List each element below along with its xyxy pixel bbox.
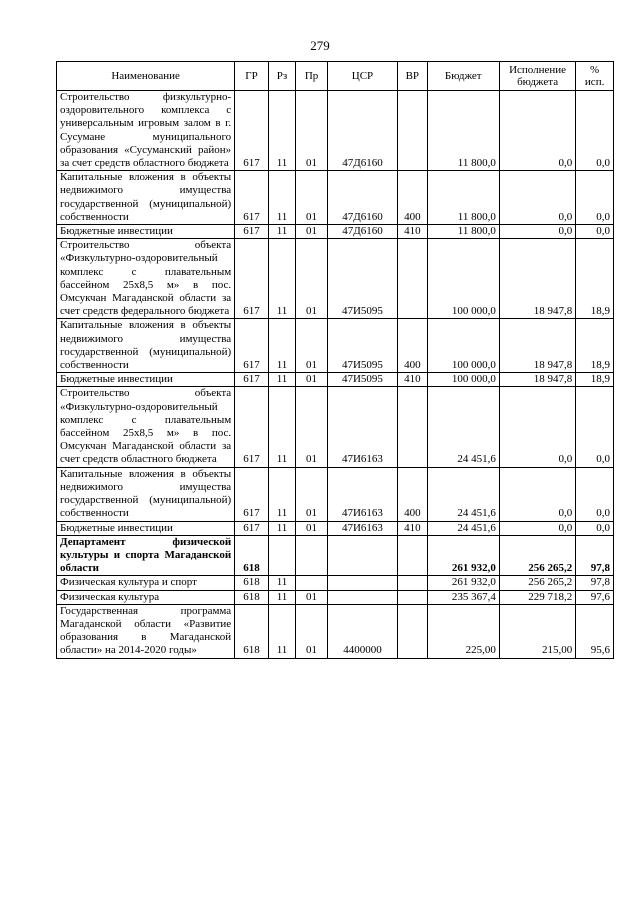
cell-name: Физическая культура (57, 590, 235, 604)
table-row (57, 576, 614, 590)
cell-rz: 11 (268, 225, 295, 239)
cell-vr: 410 (398, 521, 428, 535)
cell-percent: 18,9 (576, 319, 614, 373)
cell-vr (398, 576, 428, 590)
cell-execution: 256 265,2 (499, 576, 575, 590)
cell-gr: 617 (235, 373, 269, 387)
cell-execution: 0,0 (499, 467, 575, 521)
cell-execution: 0,0 (499, 225, 575, 239)
cell-gr: 617 (235, 467, 269, 521)
header-percent: % исп. (576, 62, 614, 91)
cell-vr (398, 535, 428, 576)
cell-budget: 24 451,6 (427, 521, 499, 535)
cell-vr (398, 590, 428, 604)
cell-csr: 47Д6160 (327, 171, 397, 225)
cell-gr: 618 (235, 604, 269, 658)
cell-pr: 01 (296, 319, 328, 373)
cell-name: Строительство физкультурно-оздоровительного комплекса с универсальным игровым залом в г. Сусумане муниципального образования «Сусуманский район» за счет средств областного бюджета (57, 91, 235, 171)
cell-percent: 97,8 (576, 535, 614, 576)
table-row (57, 387, 614, 467)
cell-vr (398, 604, 428, 658)
cell-pr: 01 (296, 91, 328, 171)
table-row (57, 604, 614, 658)
cell-percent: 97,6 (576, 590, 614, 604)
cell-csr: 47И5095 (327, 319, 397, 373)
cell-percent: 18,9 (576, 239, 614, 319)
cell-rz: 11 (268, 239, 295, 319)
cell-execution: 229 718,2 (499, 590, 575, 604)
header-csr: ЦСР (327, 62, 397, 91)
cell-vr: 400 (398, 319, 428, 373)
cell-name: Капитальные вложения в объекты недвижимого имущества государственной (муниципальной) собственности (57, 171, 235, 225)
cell-budget: 100 000,0 (427, 239, 499, 319)
table-row (57, 590, 614, 604)
cell-name: Капитальные вложения в объекты недвижимого имущества государственной (муниципальной) собственности (57, 319, 235, 373)
table-row (57, 521, 614, 535)
cell-csr: 47И6163 (327, 521, 397, 535)
cell-vr: 400 (398, 171, 428, 225)
cell-gr: 618 (235, 535, 269, 576)
cell-execution: 0,0 (499, 387, 575, 467)
cell-rz: 11 (268, 387, 295, 467)
cell-budget: 235 367,4 (427, 590, 499, 604)
cell-gr: 617 (235, 171, 269, 225)
cell-gr: 617 (235, 91, 269, 171)
table-row (57, 91, 614, 171)
cell-csr (327, 576, 397, 590)
header-rz: Рз (268, 62, 295, 91)
cell-percent: 18,9 (576, 373, 614, 387)
cell-vr (398, 387, 428, 467)
cell-gr: 617 (235, 387, 269, 467)
cell-budget: 261 932,0 (427, 535, 499, 576)
cell-name: Государственная программа Магаданской области «Развитие образования в Магаданской области» на 2014-2020 годы» (57, 604, 235, 658)
cell-budget: 11 800,0 (427, 225, 499, 239)
cell-execution: 0,0 (499, 91, 575, 171)
cell-csr: 47И5095 (327, 373, 397, 387)
cell-execution: 18 947,8 (499, 239, 575, 319)
cell-rz: 11 (268, 576, 295, 590)
cell-percent: 0,0 (576, 467, 614, 521)
cell-gr: 617 (235, 225, 269, 239)
cell-execution: 18 947,8 (499, 373, 575, 387)
cell-vr: 410 (398, 373, 428, 387)
cell-percent: 0,0 (576, 521, 614, 535)
cell-csr: 4400000 (327, 604, 397, 658)
table-row (57, 467, 614, 521)
cell-budget: 24 451,6 (427, 467, 499, 521)
cell-vr: 410 (398, 225, 428, 239)
cell-rz: 11 (268, 604, 295, 658)
cell-vr (398, 239, 428, 319)
cell-vr: 400 (398, 467, 428, 521)
cell-csr: 47И5095 (327, 239, 397, 319)
cell-rz: 11 (268, 91, 295, 171)
cell-csr (327, 590, 397, 604)
cell-pr: 01 (296, 521, 328, 535)
table-body (57, 91, 614, 659)
cell-pr: 01 (296, 590, 328, 604)
cell-execution: 18 947,8 (499, 319, 575, 373)
cell-budget: 11 800,0 (427, 171, 499, 225)
cell-csr: 47Д6160 (327, 225, 397, 239)
cell-pr (296, 576, 328, 590)
cell-budget: 24 451,6 (427, 387, 499, 467)
header-gr: ГР (235, 62, 269, 91)
cell-execution: 0,0 (499, 171, 575, 225)
table-row (57, 535, 614, 576)
cell-percent: 97,8 (576, 576, 614, 590)
cell-name: Бюджетные инвестиции (57, 225, 235, 239)
cell-gr: 618 (235, 590, 269, 604)
cell-csr: 47И6163 (327, 387, 397, 467)
cell-percent: 95,6 (576, 604, 614, 658)
cell-percent: 0,0 (576, 91, 614, 171)
table-row (57, 171, 614, 225)
cell-pr (296, 535, 328, 576)
cell-pr: 01 (296, 467, 328, 521)
header-pr: Пр (296, 62, 328, 91)
cell-pr: 01 (296, 387, 328, 467)
cell-percent: 0,0 (576, 225, 614, 239)
header-name: Наименование (57, 62, 235, 91)
table-row (57, 239, 614, 319)
cell-budget: 11 800,0 (427, 91, 499, 171)
cell-rz: 11 (268, 373, 295, 387)
cell-name: Бюджетные инвестиции (57, 373, 235, 387)
page-number: 279 (310, 38, 330, 53)
cell-gr: 617 (235, 239, 269, 319)
cell-gr: 617 (235, 319, 269, 373)
cell-budget: 100 000,0 (427, 373, 499, 387)
header-budget: Бюджет (427, 62, 499, 91)
cell-execution: 256 265,2 (499, 535, 575, 576)
table-row (57, 319, 614, 373)
table-header-row (57, 62, 614, 91)
cell-rz (268, 535, 295, 576)
cell-budget: 100 000,0 (427, 319, 499, 373)
cell-rz: 11 (268, 590, 295, 604)
cell-pr: 01 (296, 373, 328, 387)
cell-name: Бюджетные инвестиции (57, 521, 235, 535)
cell-percent: 0,0 (576, 171, 614, 225)
cell-name: Строительство объекта «Физкультурно-оздоровительный комплекс с плавательным бассейном 25х8,5 м» в пос. Омсукчан Магаданской области за счет средств областного бюджета (57, 387, 235, 467)
cell-gr: 617 (235, 521, 269, 535)
cell-csr: 47И6163 (327, 467, 397, 521)
cell-gr: 618 (235, 576, 269, 590)
table-row (57, 225, 614, 239)
cell-rz: 11 (268, 521, 295, 535)
header-execution: Исполнение бюджета (499, 62, 575, 91)
budget-table (56, 61, 614, 659)
cell-budget: 225,00 (427, 604, 499, 658)
cell-rz: 11 (268, 319, 295, 373)
cell-vr (398, 91, 428, 171)
cell-execution: 215,00 (499, 604, 575, 658)
cell-name: Физическая культура и спорт (57, 576, 235, 590)
cell-pr: 01 (296, 604, 328, 658)
header-vr: ВР (398, 62, 428, 91)
cell-rz: 11 (268, 171, 295, 225)
cell-pr: 01 (296, 171, 328, 225)
cell-execution: 0,0 (499, 521, 575, 535)
cell-csr: 47Д6160 (327, 91, 397, 171)
cell-rz: 11 (268, 467, 295, 521)
table-row (57, 373, 614, 387)
cell-pr: 01 (296, 225, 328, 239)
cell-budget: 261 932,0 (427, 576, 499, 590)
cell-csr (327, 535, 397, 576)
cell-percent: 0,0 (576, 387, 614, 467)
cell-name: Департамент физической культуры и спорта Магаданской области (57, 535, 235, 576)
cell-name: Капитальные вложения в объекты недвижимого имущества государственной (муниципальной) собственности (57, 467, 235, 521)
cell-pr: 01 (296, 239, 328, 319)
cell-name: Строительство объекта «Физкультурно-оздоровительный комплекс с плавательным бассейном 25х8,5 м» в пос. Омсукчан Магаданской области за счет средств федерального бюджета (57, 239, 235, 319)
